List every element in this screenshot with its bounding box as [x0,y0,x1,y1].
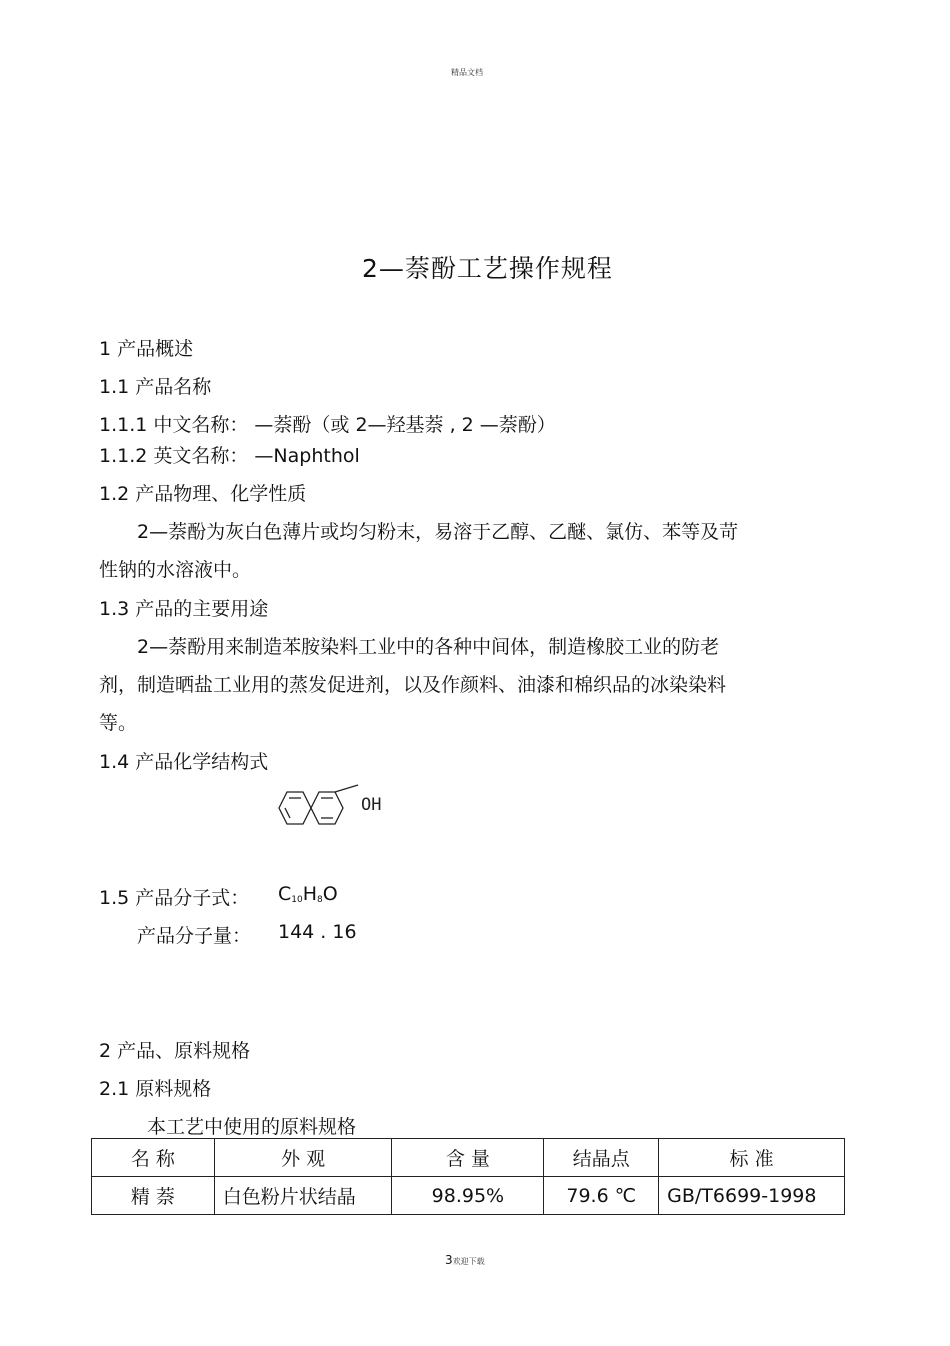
header-cell-standard: 标 准 [659,1139,845,1177]
table-header-row [92,1139,845,1177]
table-row [92,1177,845,1215]
section-2-heading: 2 产品、原料规格 [99,1040,251,1062]
cell-content: 98.95% [392,1177,544,1215]
section-1-1-1-chinese-name: 1.1.1 中文名称： —萘酚（或 2—羟基萘 , 2 —萘酚） [99,414,556,436]
cell-crystal-point: 79.6 ℃ [544,1177,659,1215]
cell-standard: GB/T6699-1998 [659,1177,845,1215]
formula-h-subscript: 8 [317,895,323,905]
ring-left [279,792,311,824]
section-1-2-heading: 1.2 产品物理、化学性质 [99,483,307,505]
formula-c-subscript: 10 [291,895,303,905]
cell-name: 精 萘 [92,1177,215,1215]
page-number: 3 [445,1253,453,1267]
section-1-1-2-english-name: 1.1.2 英文名称： —Naphthol [99,445,360,467]
ring-right [311,792,343,824]
section-2-1-heading: 2.1 原料规格 [99,1078,212,1100]
oh-label: OH [361,795,382,815]
section-1-3-paragraph-line-2: 剂，制造晒盐工业用的蒸发促进剂，以及作颜料、油漆和棉织品的冰染染料 [99,674,727,696]
formula-c: C [278,883,292,905]
raw-material-spec-table [91,1138,845,1215]
formula-o: O [322,883,338,905]
header-cell-appearance: 外 观 [214,1139,392,1177]
section-1-3-heading: 1.3 产品的主要用途 [99,598,269,620]
molecular-formula [278,883,338,905]
document-title: 2—萘酚工艺操作规程 [362,254,613,283]
naphthol-structure-diagram [268,780,398,845]
section-1-1-heading: 1.1 产品名称 [99,376,212,398]
footer-text: 欢迎下载 [452,1257,485,1266]
header-cell-crystal-point: 结晶点 [544,1139,659,1177]
section-1-3-paragraph-line-1: 2—萘酚用来制造苯胺染料工业中的各种中间体，制造橡胶工业的防老 [137,636,720,658]
page-footer [445,1249,485,1268]
formula-h: H [302,883,318,905]
section-1-5-label: 1.5 产品分子式： [99,887,250,909]
molecular-weight-label: 产品分子量： [137,925,252,947]
section-1-2-paragraph-line-1: 2—萘酚为灰白色薄片或均匀粉末，易溶于乙醇、乙醚、氯仿、苯等及苛 [137,521,739,543]
section-1-heading: 1 产品概述 [99,338,194,360]
molecular-weight-value: 144 . 16 [278,921,357,943]
section-1-4-heading: 1.4 产品化学结构式 [99,751,269,773]
header-cell-name: 名 称 [92,1139,215,1177]
page-header: 精品文档 [451,68,483,77]
section-1-2-paragraph-line-2: 性钠的水溶液中。 [99,559,252,581]
section-1-3-paragraph-line-3: 等。 [99,712,138,734]
cell-appearance: 白色粉片状结晶 [214,1177,392,1215]
header-cell-content: 含 量 [392,1139,544,1177]
table-caption: 本工艺中使用的原料规格 [147,1116,357,1138]
oh-bond [335,785,358,792]
